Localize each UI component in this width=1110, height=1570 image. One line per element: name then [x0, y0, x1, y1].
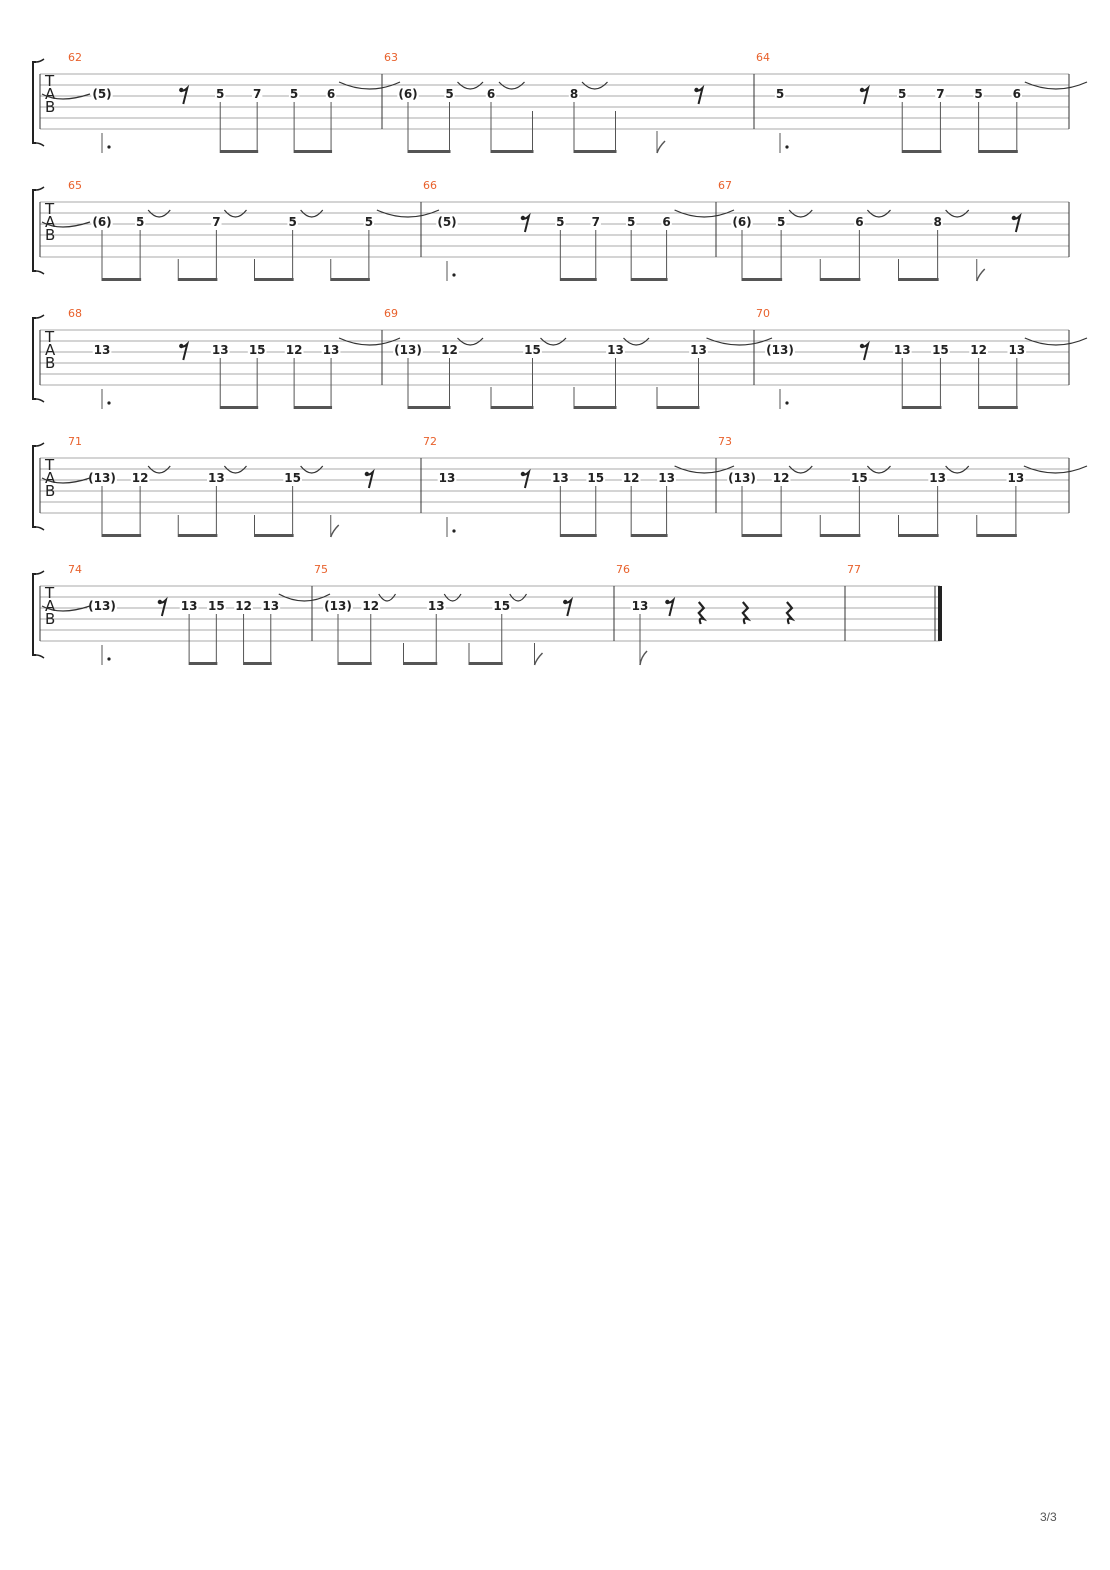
fret-number: 13 [1007, 471, 1025, 485]
fret-number: 12 [235, 599, 252, 613]
augmentation-dot [107, 657, 110, 660]
bracket-hook [36, 315, 44, 318]
final-thick-barline [938, 586, 942, 641]
fret-number: 15 [932, 343, 949, 357]
fret-number: 13 [1008, 343, 1026, 357]
beam [178, 278, 217, 281]
tab-clef-letter: B [45, 354, 56, 372]
fret-number: 8 [933, 215, 942, 229]
fret-number: 13 [690, 343, 707, 357]
beam [102, 278, 141, 281]
beam [491, 406, 534, 409]
quarter-rest [787, 602, 792, 624]
fret-number: 12 [970, 343, 987, 357]
fret-number: 8 [569, 87, 579, 101]
beam [220, 150, 258, 153]
fret-number: 13 [607, 343, 624, 357]
augmentation-dot [107, 145, 110, 148]
bar-number: 65 [68, 179, 82, 192]
bracket-hook [36, 443, 44, 446]
fret-number: 5 [898, 87, 907, 101]
beam [255, 534, 294, 537]
fret-number: 5 [216, 87, 225, 101]
quarter-rest [743, 602, 748, 624]
tab-clef-letter: B [45, 482, 56, 500]
bracket-hook [36, 655, 44, 658]
fret-number: 5 [289, 87, 299, 101]
fret-number: 5 [556, 215, 565, 229]
fret-number: 12 [772, 471, 790, 485]
fret-number: 13 [180, 599, 198, 613]
tab-system [33, 563, 942, 665]
beam [404, 662, 438, 665]
fret-number: (13) [728, 471, 756, 485]
bracket-hook [36, 143, 44, 146]
augmentation-dot [452, 273, 455, 276]
fret-number: 13 [262, 599, 280, 613]
note-flag [640, 651, 647, 665]
tab-system [33, 307, 1087, 409]
note-flag [331, 525, 339, 537]
fret-number: 5 [776, 215, 786, 229]
eighth-rest-dot [665, 600, 669, 604]
bar-number: 74 [68, 563, 82, 576]
fret-number: 15 [851, 471, 868, 485]
fret-number: 7 [252, 87, 262, 101]
beam [742, 278, 782, 281]
beam [742, 534, 782, 537]
beam [294, 406, 332, 409]
bar-number: 76 [616, 563, 630, 576]
fret-number: 12 [362, 599, 380, 613]
augmentation-dot [785, 145, 788, 148]
beam [574, 406, 617, 409]
beam [977, 534, 1017, 537]
bracket-hook [36, 187, 44, 190]
tab-clef-letter: A [45, 597, 56, 615]
beam [902, 406, 941, 409]
fret-number: (13) [394, 343, 422, 357]
fret-number: 12 [285, 343, 303, 357]
fret-number: 13 [427, 599, 445, 613]
tab-clef-letter: T [45, 456, 55, 474]
fret-number: 15 [524, 343, 541, 357]
bar-number: 72 [423, 435, 437, 448]
tab-clef-letter: B [45, 610, 56, 628]
tab-clef-letter: T [45, 72, 55, 90]
beam [491, 150, 534, 153]
fret-number: 6 [855, 215, 864, 229]
fret-number: 15 [587, 471, 605, 485]
bar-number: 77 [847, 563, 861, 576]
beam [294, 150, 332, 153]
beam [331, 278, 370, 281]
eighth-rest-dot [1012, 216, 1016, 220]
eighth-rest-dot [694, 88, 698, 92]
eighth-rest-dot [179, 344, 183, 348]
fret-number: 13 [93, 343, 111, 357]
system-bracket [33, 62, 36, 143]
fret-number: 5 [364, 215, 374, 229]
fret-number: 7 [212, 215, 221, 229]
fret-number: 5 [974, 87, 983, 101]
fret-number: 6 [1012, 87, 1021, 101]
beam [979, 150, 1018, 153]
bar-number: 62 [68, 51, 82, 64]
fret-number: (5) [92, 87, 112, 101]
fret-number: 12 [131, 471, 149, 485]
beam [560, 534, 596, 537]
fret-number: (13) [766, 343, 794, 357]
tab-clef-letter: T [45, 584, 55, 602]
fret-number: 5 [135, 215, 145, 229]
page-number: 3/3 [1040, 1510, 1057, 1524]
bar-number: 75 [314, 563, 328, 576]
bracket-hook [36, 399, 44, 402]
fret-number: 15 [493, 599, 511, 613]
fret-number: (6) [398, 87, 418, 101]
beam [560, 278, 596, 281]
bar-number: 67 [718, 179, 732, 192]
beam [255, 278, 294, 281]
fret-number: 7 [591, 215, 600, 229]
tab-clef-letter: B [45, 98, 56, 116]
tab-system [33, 435, 1087, 537]
note-flag [535, 653, 543, 665]
bracket-hook [36, 271, 44, 274]
tab-clef-letter: A [45, 341, 56, 359]
system-bracket [33, 190, 36, 271]
fret-number: 13 [631, 599, 649, 613]
fret-number: 5 [626, 215, 636, 229]
beam [899, 278, 939, 281]
beam [469, 662, 503, 665]
tab-clef-letter: A [45, 85, 56, 103]
eighth-rest-dot [521, 216, 525, 220]
fret-number: 5 [445, 87, 454, 101]
bar-number: 69 [384, 307, 398, 320]
beam [899, 534, 939, 537]
fret-number: 5 [288, 215, 297, 229]
beam [631, 278, 667, 281]
eighth-rest-dot [563, 600, 567, 604]
bracket-hook [36, 59, 44, 62]
beam [902, 150, 941, 153]
eighth-rest-dot [860, 88, 864, 92]
fret-number: (5) [437, 215, 457, 229]
beam [102, 534, 141, 537]
fret-number: 5 [775, 87, 785, 101]
beam [408, 150, 451, 153]
beam [220, 406, 258, 409]
beam [244, 662, 272, 665]
system-bracket [33, 574, 36, 655]
bar-number: 73 [718, 435, 732, 448]
fret-number: 13 [893, 343, 911, 357]
fret-number: 13 [211, 343, 229, 357]
fret-number: 13 [438, 471, 456, 485]
tab-clef-letter: A [45, 213, 56, 231]
fret-number: (6) [92, 215, 112, 229]
fret-number: (13) [88, 599, 116, 613]
eighth-rest-dot [179, 88, 183, 92]
note-flag [657, 141, 665, 153]
augmentation-dot [107, 401, 110, 404]
fret-number: 15 [207, 599, 225, 613]
bar-number: 63 [384, 51, 398, 64]
bar-number: 70 [756, 307, 770, 320]
fret-number: 13 [322, 343, 340, 357]
augmentation-dot [785, 401, 788, 404]
fret-number: 6 [486, 87, 496, 101]
bracket-hook [36, 571, 44, 574]
beam [979, 406, 1018, 409]
fret-number: (6) [732, 215, 752, 229]
beam [631, 534, 667, 537]
fret-number: 12 [622, 471, 640, 485]
beam [820, 278, 860, 281]
bar-number: 71 [68, 435, 82, 448]
eighth-rest-dot [860, 344, 864, 348]
fret-number: 13 [551, 471, 569, 485]
bar-number: 68 [68, 307, 82, 320]
fret-number: 6 [662, 215, 671, 229]
fret-number: 13 [208, 471, 225, 485]
beam [574, 150, 617, 153]
fret-number: 7 [936, 87, 945, 101]
beam [178, 534, 217, 537]
eighth-rest-dot [521, 472, 525, 476]
tab-clef-letter: B [45, 226, 56, 244]
system-bracket [33, 446, 36, 527]
system-bracket [33, 318, 36, 399]
beam [820, 534, 860, 537]
quarter-rest [699, 602, 704, 624]
beam [189, 662, 217, 665]
tab-system [33, 51, 1087, 153]
beam [657, 406, 700, 409]
beam [338, 662, 372, 665]
note-flag [977, 269, 985, 281]
eighth-rest-dot [365, 472, 369, 476]
fret-number: 12 [441, 343, 458, 357]
fret-number: 13 [929, 471, 946, 485]
tab-clef-letter: T [45, 200, 55, 218]
fret-number: 15 [248, 343, 266, 357]
fret-number: (13) [88, 471, 116, 485]
bar-number: 66 [423, 179, 437, 192]
fret-number: 13 [658, 471, 675, 485]
augmentation-dot [452, 529, 455, 532]
fret-number: 15 [284, 471, 301, 485]
fret-number: (13) [324, 599, 352, 613]
fret-number: 6 [326, 87, 336, 101]
tab-clef-letter: A [45, 469, 56, 487]
beam [408, 406, 451, 409]
tab-clef-letter: T [45, 328, 55, 346]
tab-system [33, 179, 1069, 281]
bar-number: 64 [756, 51, 770, 64]
bracket-hook [36, 527, 44, 530]
eighth-rest-dot [158, 600, 162, 604]
